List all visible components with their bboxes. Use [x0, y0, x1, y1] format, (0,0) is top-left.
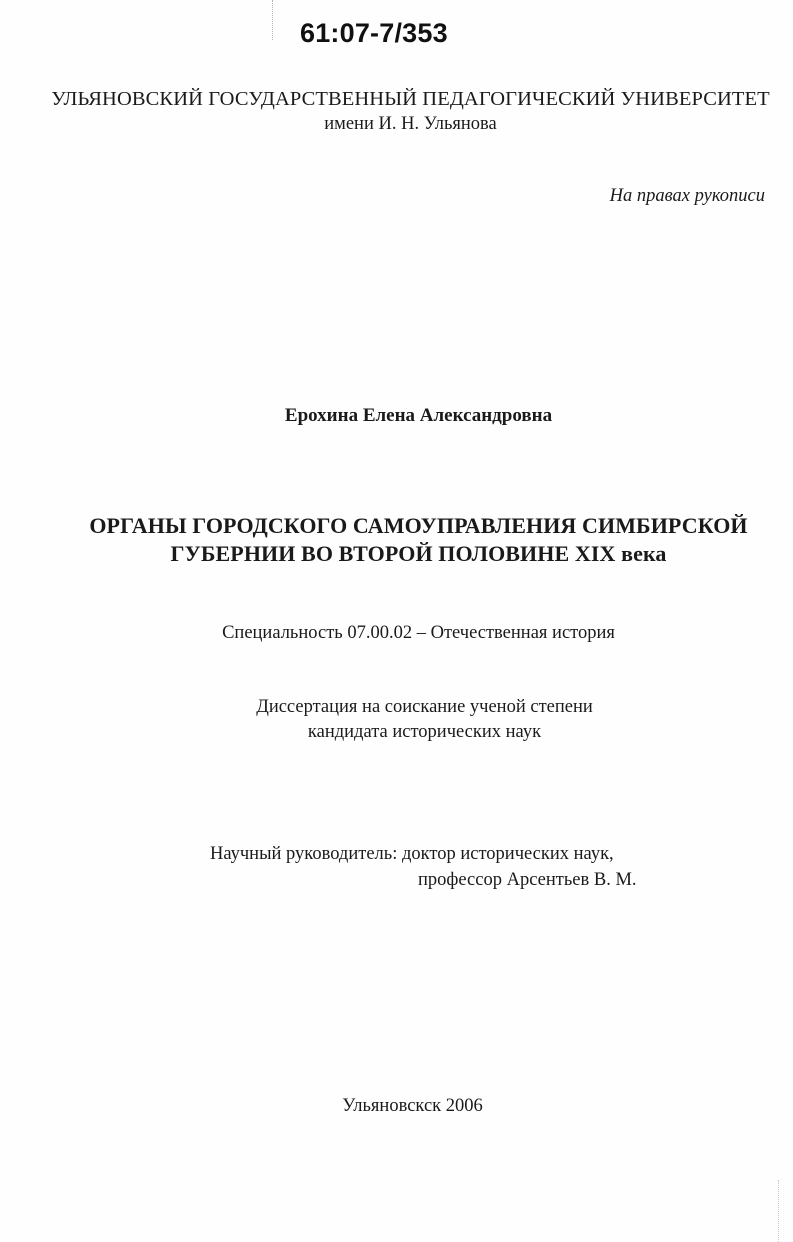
manuscript-note: На правах рукописи: [609, 186, 765, 206]
university-name: УЛЬЯНОВСКИЙ ГОСУДАРСТВЕННЫЙ ПЕДАГОГИЧЕСКИЙ УНИВЕРСИТЕТ: [51, 88, 770, 110]
archive-number: 61:07-7/353: [300, 18, 448, 48]
degree-statement-line: Диссертация на соискание ученой степени: [256, 697, 593, 717]
specialty: Специальность 07.00.02 – Отечественная история: [222, 623, 615, 643]
scan-artifact-line: [272, 0, 274, 40]
dissertation-title-line: ОРГАНЫ ГОРОДСКОГО САМОУПРАВЛЕНИЯ СИМБИРСКОЙ: [89, 513, 748, 538]
dissertation-title-line: ГУБЕРНИИ ВО ВТОРОЙ ПОЛОВИНЕ XIX века: [170, 541, 667, 566]
city-and-year: Ульяновскск 2006: [342, 1096, 483, 1116]
author-name: Ерохина Елена Александровна: [284, 405, 553, 426]
scan-artifact-line: [778, 1180, 780, 1242]
supervisor-line: профессор Арсентьев В. М.: [418, 870, 637, 890]
degree-statement-line: кандидата исторических наук: [307, 722, 542, 742]
university-named-after: имени И. Н. Ульянова: [324, 114, 497, 134]
supervisor-line: Научный руководитель: доктор исторических наук,: [210, 844, 614, 864]
